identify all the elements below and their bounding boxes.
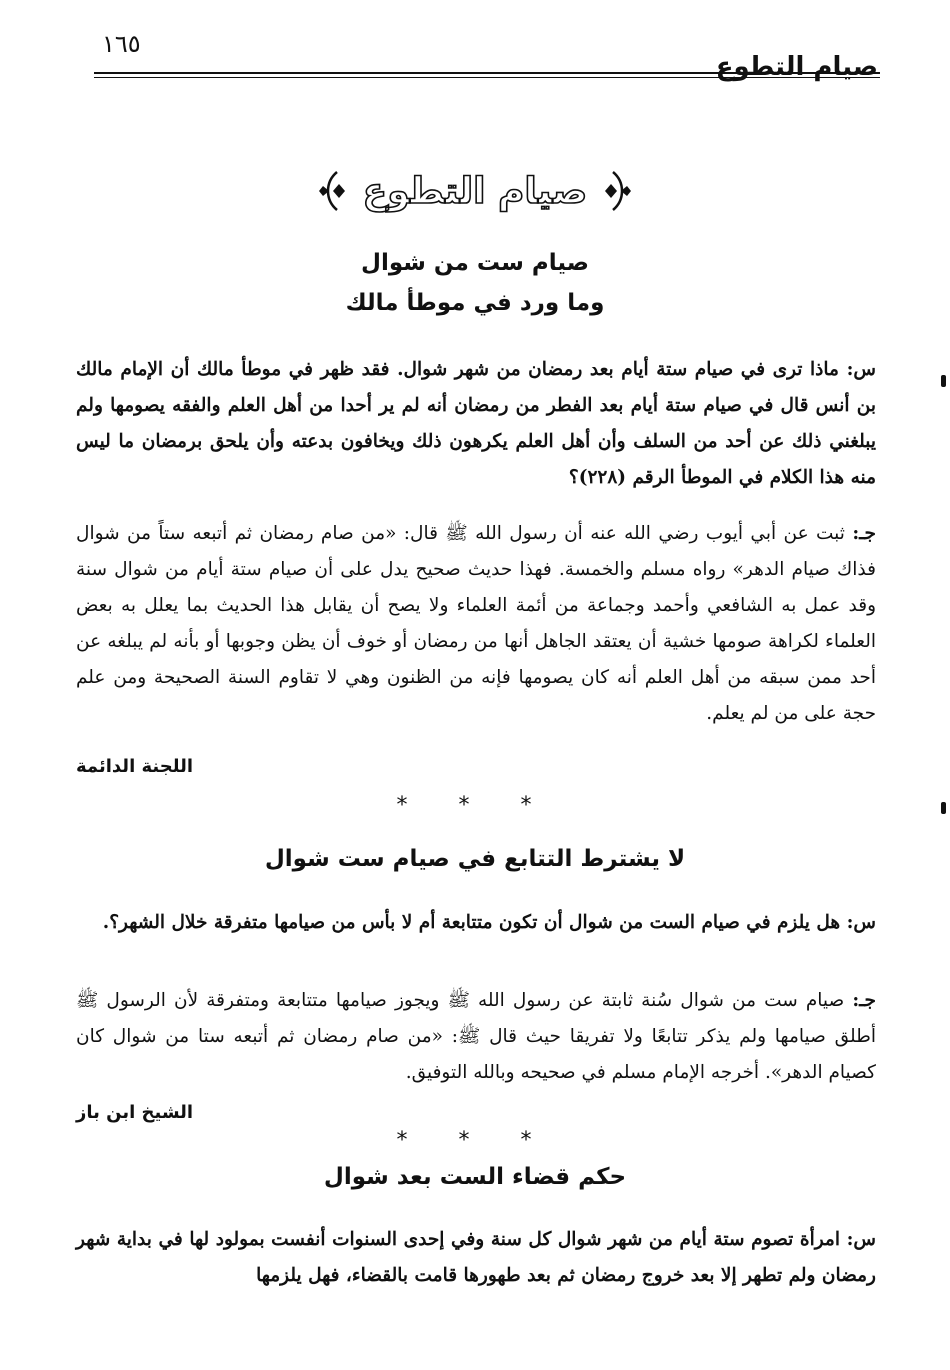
question-label: س:: [846, 359, 876, 380]
section1-question: [76, 352, 876, 496]
chapter-title: صيام التطوع: [362, 170, 588, 212]
question-text: امرأة تصوم ستة أيام من شهر شوال كل سنة وفي إحدى السنوات أنفست بمولود لها في بداية شهر رمضان ولم تطهر إلا بعد خروج رمضان ثم بعد طهورها قامت بالقضاء، فهل يلزمها: [76, 1229, 876, 1286]
question-text: هل يلزم في صيام الست من شوال أن تكون متتابعة أم لا بأس من صيامها متفرقة خلال الشهر؟.: [102, 912, 841, 933]
ornament-left-icon: [315, 168, 349, 214]
ornament-right-icon: [601, 168, 635, 214]
section1-title-line1: صيام ست من شوال: [361, 250, 589, 276]
answer-text: صيام ست من شوال سُنة ثابتة عن رسول الله ﷺ ويجوز صيامها متتابعة ومتفرقة لأن الرسول ﷺ أطلق صيامها ولم يذكر تتابعًا ولا تفريقا حيث قال ﷺ: «من صام رمضان ثم أتبعه ستا من شوال كان كصيام الدهر». أخرجه الإمام مسلم في صحيحه وبالله التوفيق.: [76, 990, 876, 1083]
section1-title-line2: وما ورد في موطأ مالك: [345, 290, 605, 316]
section3-title: حكم قضاء الست بعد شوال: [323, 1164, 627, 1190]
section1-answer: [76, 516, 876, 732]
header-rule-thin: [94, 77, 880, 78]
margin-mark: [941, 802, 946, 814]
answer-label: جـ:: [852, 990, 876, 1011]
answer-label: جـ:: [852, 523, 876, 544]
section2-title: لا يشترط التتابع في صيام ست شوال: [264, 846, 686, 872]
question-text: ماذا ترى في صيام ستة أيام بعد رمضان من شهر شوال. فقد ظهر في موطأ مالك أن الإمام مالك بن أنس قال في صيام ستة أيام بعد الفطر من رمضان أنه لم ير أحدا من أهل العلم والفقه يصومها ولم يبلغني ذلك عن أحد من السلف وأن أهل العلم يكرهون ذلك ويخافون بدعته وأن يلحق برمضان ما ليس منه هذا الكلام في الموطأ الرقم (٢٢٨)؟: [76, 359, 876, 488]
question-label: س:: [846, 912, 876, 933]
page-number: ١٦٥: [102, 30, 141, 58]
section2-answer: [76, 983, 876, 1091]
header-rule: [94, 72, 880, 74]
running-title: صيام التطوع: [715, 52, 878, 82]
separator-stars: * * *: [396, 1128, 554, 1153]
answer-text: ثبت عن أبي أيوب رضي الله عنه أن رسول الله ﷺ قال: «من صام رمضان ثم أتبعه ستاً من شوال فذاك صيام الدهر» رواه مسلم والخمسة. فهذا حديث صحيح يدل على أن صيام ستة أيام من شوال سنة وقد عمل به الشافعي وأحمد وجماعة من أئمة العلماء ولا يصح أن يقابل هذا الحديث بما يعلل به بعض العلماء لكراهة صومها خشية أن يعتقد الجاهل أنها من رمضان أو خوف أن يظن وجوبها أو بأنه لم يبلغه عن أحد ممن سبقه من أهل العلم أنه كان يصومها فإنه من الظنون وهي لا تقاوم السنة الصحيحة ومن علم حجة على من لم يعلم.: [76, 523, 876, 724]
section1-signature: اللجنة الدائمة: [76, 756, 194, 777]
section3-question: [76, 1222, 876, 1294]
question-label: س:: [846, 1229, 876, 1250]
section2-question: [76, 905, 876, 941]
margin-mark: [941, 375, 946, 387]
section2-signature: الشيخ ابن باز: [76, 1102, 194, 1123]
separator-stars: * * *: [396, 793, 554, 818]
chapter-banner: [0, 168, 950, 218]
